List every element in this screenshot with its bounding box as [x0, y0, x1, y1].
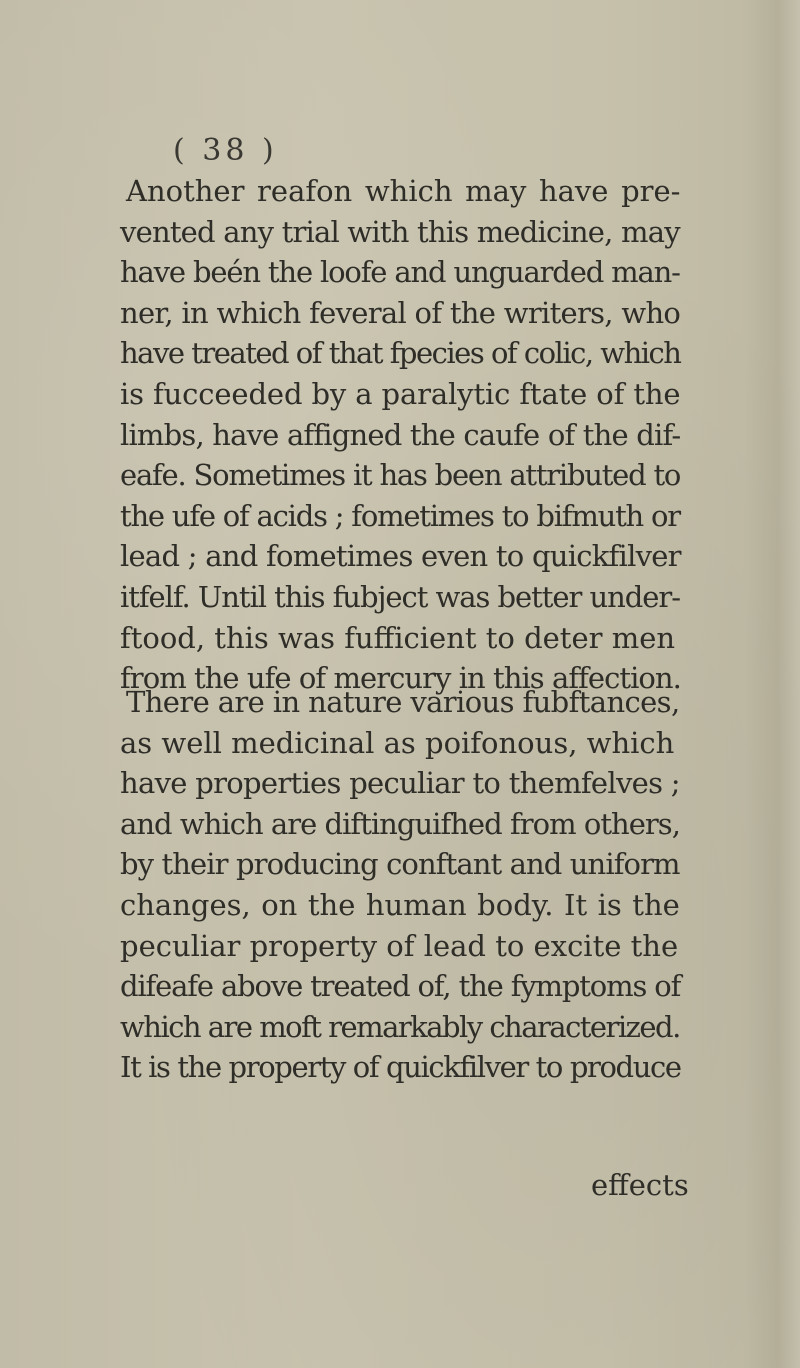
page-edge-shadow — [745, 0, 800, 1368]
text-line: have properties peculiar to themfelves ; — [120, 766, 680, 801]
text-line: is fucceeded by a paralytic ftate of the — [120, 376, 681, 411]
text-line: from the ufe of mercury in this affection. — [120, 661, 681, 696]
paragraph-2 — [120, 682, 680, 1088]
text-line: limbs, have affigned the caufe of the dif- — [120, 417, 681, 452]
text-line: as well medicinal as poifonous, which — [120, 725, 675, 760]
catchword: effects — [591, 1168, 689, 1202]
text-line: by their producing conftant and uniform — [120, 847, 680, 882]
text-line: have beén the loofe and unguarded man- — [120, 255, 680, 290]
text-line: difeafe above treated of, the fymptoms of — [120, 969, 681, 1004]
text-line: which are moft remarkably characterized. — [120, 1009, 680, 1044]
text-line: Another reafon which may have pre- — [126, 174, 681, 208]
text-line: the ufe of acids ; fometimes to bifmuth or — [120, 498, 680, 533]
text-line: eafe. Sometimes it has been attributed to — [120, 458, 681, 493]
text-line: It is the property of quickfilver to produce — [120, 1050, 681, 1085]
text-line: vented any trial with this medicine, may — [120, 214, 680, 249]
text-line: and which are diftinguifhed from others, — [120, 806, 680, 841]
text-line: have treated of that fpecies of colic, which — [120, 336, 681, 371]
text-line: changes, on the human body. It is the — [120, 887, 680, 922]
text-line: peculiar property of lead to excite the — [120, 928, 679, 963]
page-number: ( 38 ) — [173, 133, 278, 168]
text-line: lead ; and fometimes even to quickfilver — [120, 539, 681, 574]
paragraph-1 — [120, 171, 680, 699]
text-line: itfelf. Until this fubject was better under- — [120, 579, 680, 614]
text-line: ftood, this was fufficient to deter men — [120, 620, 676, 655]
text-line: ner, in which feveral of the writers, who — [120, 295, 681, 330]
text-line: There are in nature various fubftances, — [126, 685, 680, 719]
